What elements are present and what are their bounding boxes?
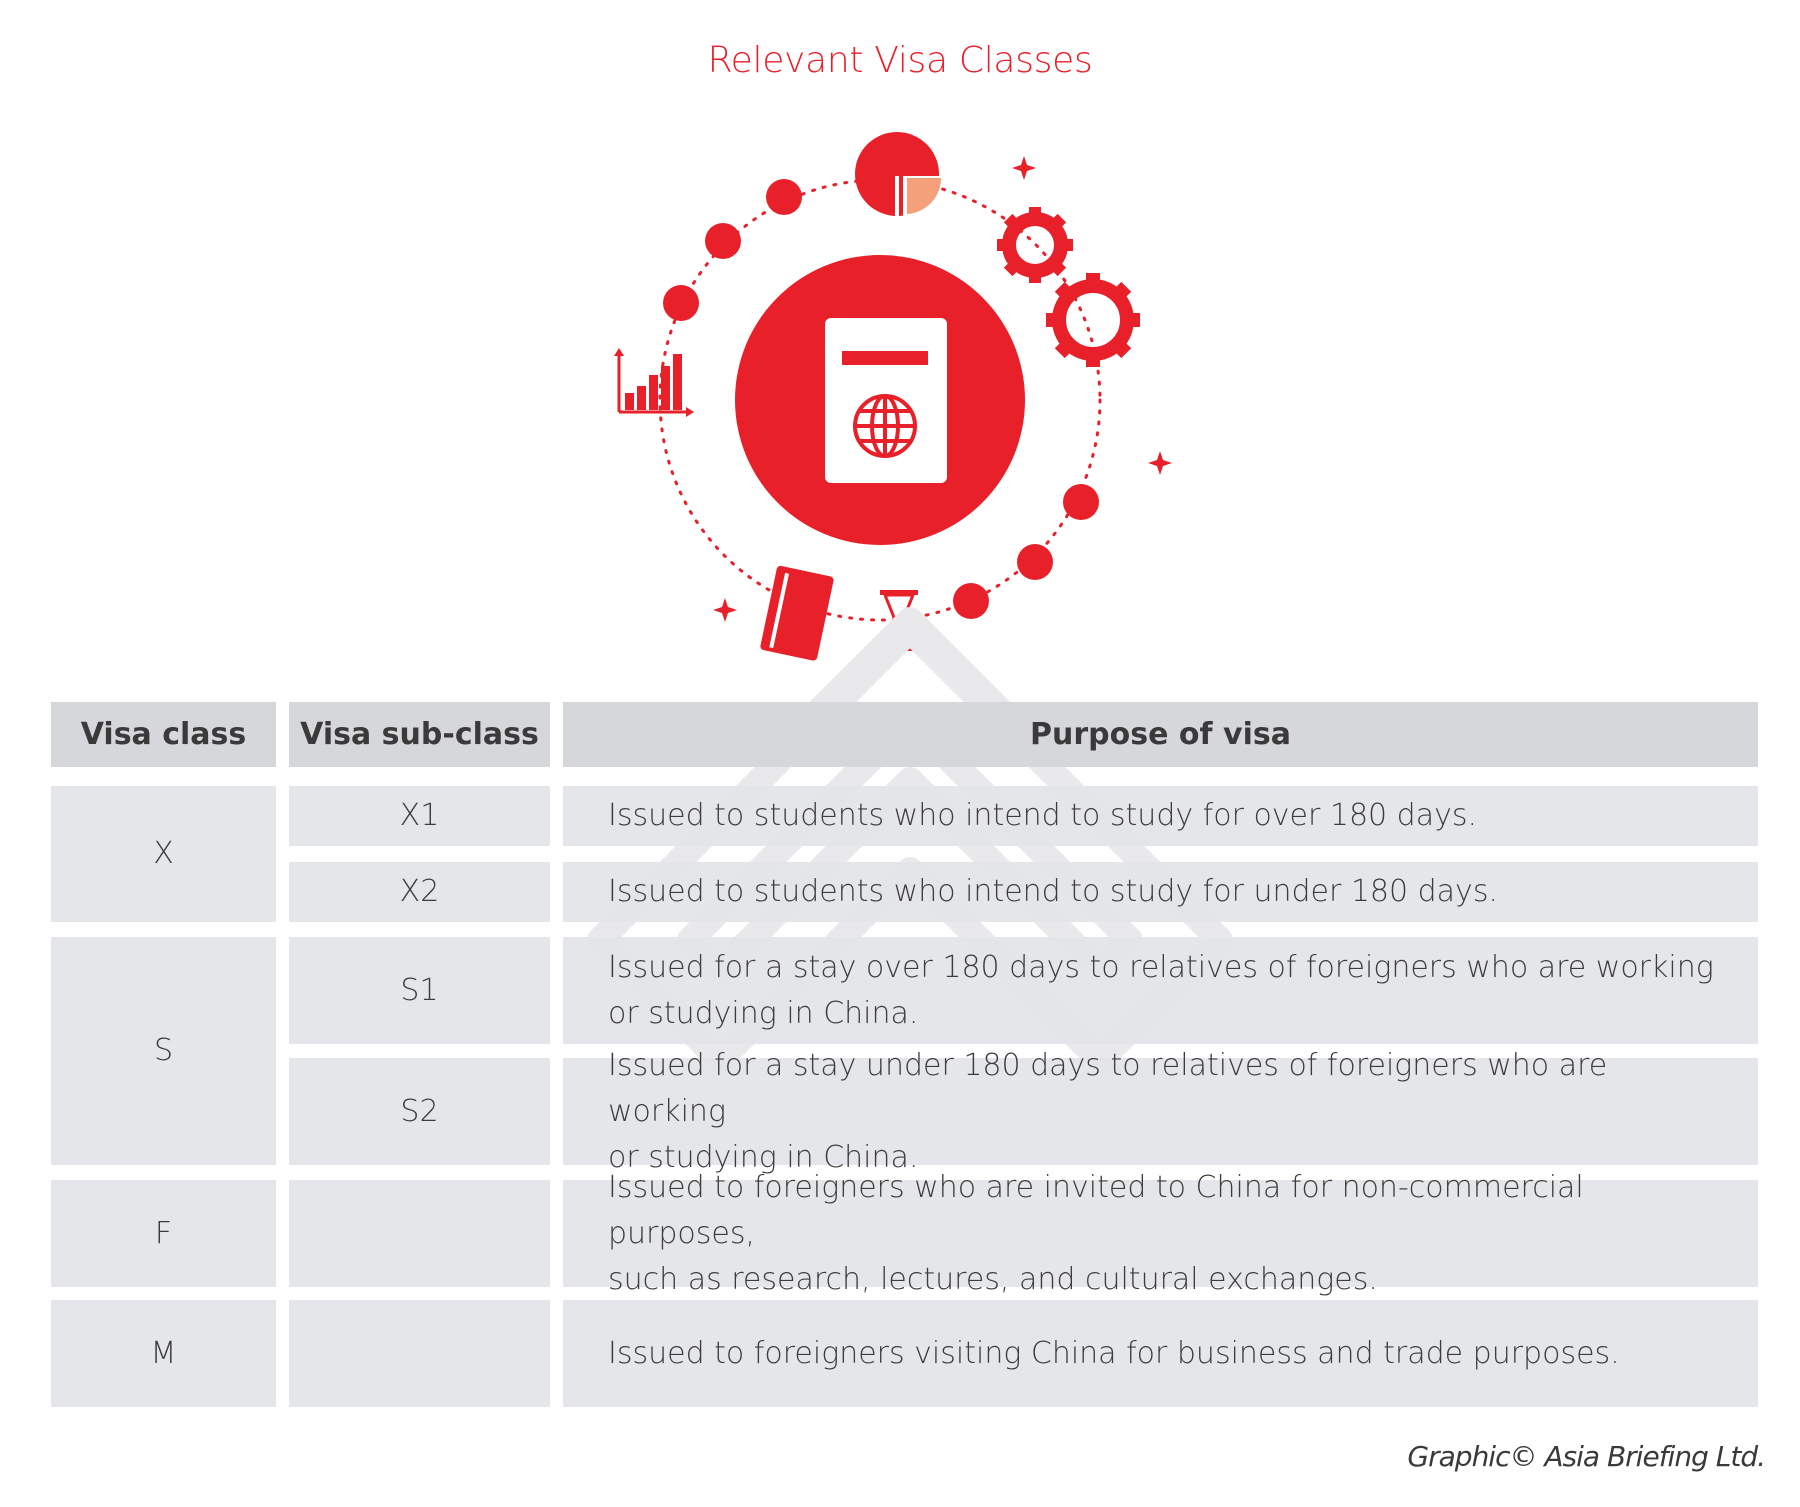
purpose-cell-m — [563, 1300, 1758, 1407]
purpose-cell-s2 — [563, 1047, 1758, 1175]
class-label-m: M — [150, 1335, 177, 1371]
class-cell-f — [51, 1180, 276, 1287]
subclass-label-s1: S1 — [400, 972, 439, 1008]
subclass-cell-m — [289, 1300, 550, 1407]
subclass-cell-x1 — [289, 786, 550, 846]
subclass-cell-x2 — [289, 862, 550, 922]
subclass-cell-s2 — [289, 1058, 550, 1165]
purpose-text-f-line2: such as research, lectures, and cultural exchanges. — [608, 1261, 1378, 1297]
purpose-text-x2: Issued to students who intend to study for under 180 days. — [608, 874, 1498, 909]
purpose-text-f-line1: Issued to foreigners who are invited to China for non-commercial purposes, — [608, 1169, 1584, 1251]
class-label-x: X — [153, 836, 174, 871]
class-cell-m — [51, 1300, 276, 1407]
header-visa-class — [51, 702, 276, 767]
subclass-cell-f — [289, 1180, 550, 1287]
purpose-text-s1-line1: Issued for a stay over 180 days to relatives of foreigners who are working — [608, 949, 1714, 985]
header-purpose-label: Purpose of visa — [1030, 716, 1291, 752]
purpose-text-x1: Issued to students who intend to study for over 180 days. — [608, 798, 1478, 833]
purpose-cell-s1 — [563, 937, 1758, 1044]
class-label-s: S — [153, 1033, 174, 1068]
purpose-cell-x1 — [563, 786, 1758, 846]
copyright-footer: Graphic© Asia Briefing Ltd. — [1407, 1440, 1765, 1473]
subclass-label-x1: X1 — [399, 798, 440, 833]
purpose-cell-f — [563, 1169, 1758, 1297]
header-purpose — [563, 702, 1758, 767]
purpose-cell-x2 — [563, 862, 1758, 922]
header-sub-class-label: Visa sub-class — [300, 716, 539, 752]
subclass-label-s2: S2 — [400, 1093, 439, 1129]
header-sub-class — [289, 702, 550, 767]
class-label-f: F — [154, 1215, 173, 1251]
purpose-text-s2-line1: Issued for a stay under 180 days to relatives of foreigners who are working — [608, 1047, 1608, 1129]
purpose-text-s1-line2: or studying in China. — [608, 995, 919, 1031]
purpose-text-m: Issued to foreigners visiting China for business and trade purposes. — [608, 1335, 1620, 1371]
subclass-cell-s1 — [289, 937, 550, 1044]
purpose-text-s2-line2: or studying in China. — [608, 1139, 919, 1175]
header-visa-class-label: Visa class — [80, 716, 247, 752]
page-title: Relevant Visa Classes — [707, 40, 1093, 81]
class-cell-x — [51, 786, 276, 922]
class-cell-s — [51, 937, 276, 1165]
subclass-label-x2: X2 — [399, 874, 440, 909]
